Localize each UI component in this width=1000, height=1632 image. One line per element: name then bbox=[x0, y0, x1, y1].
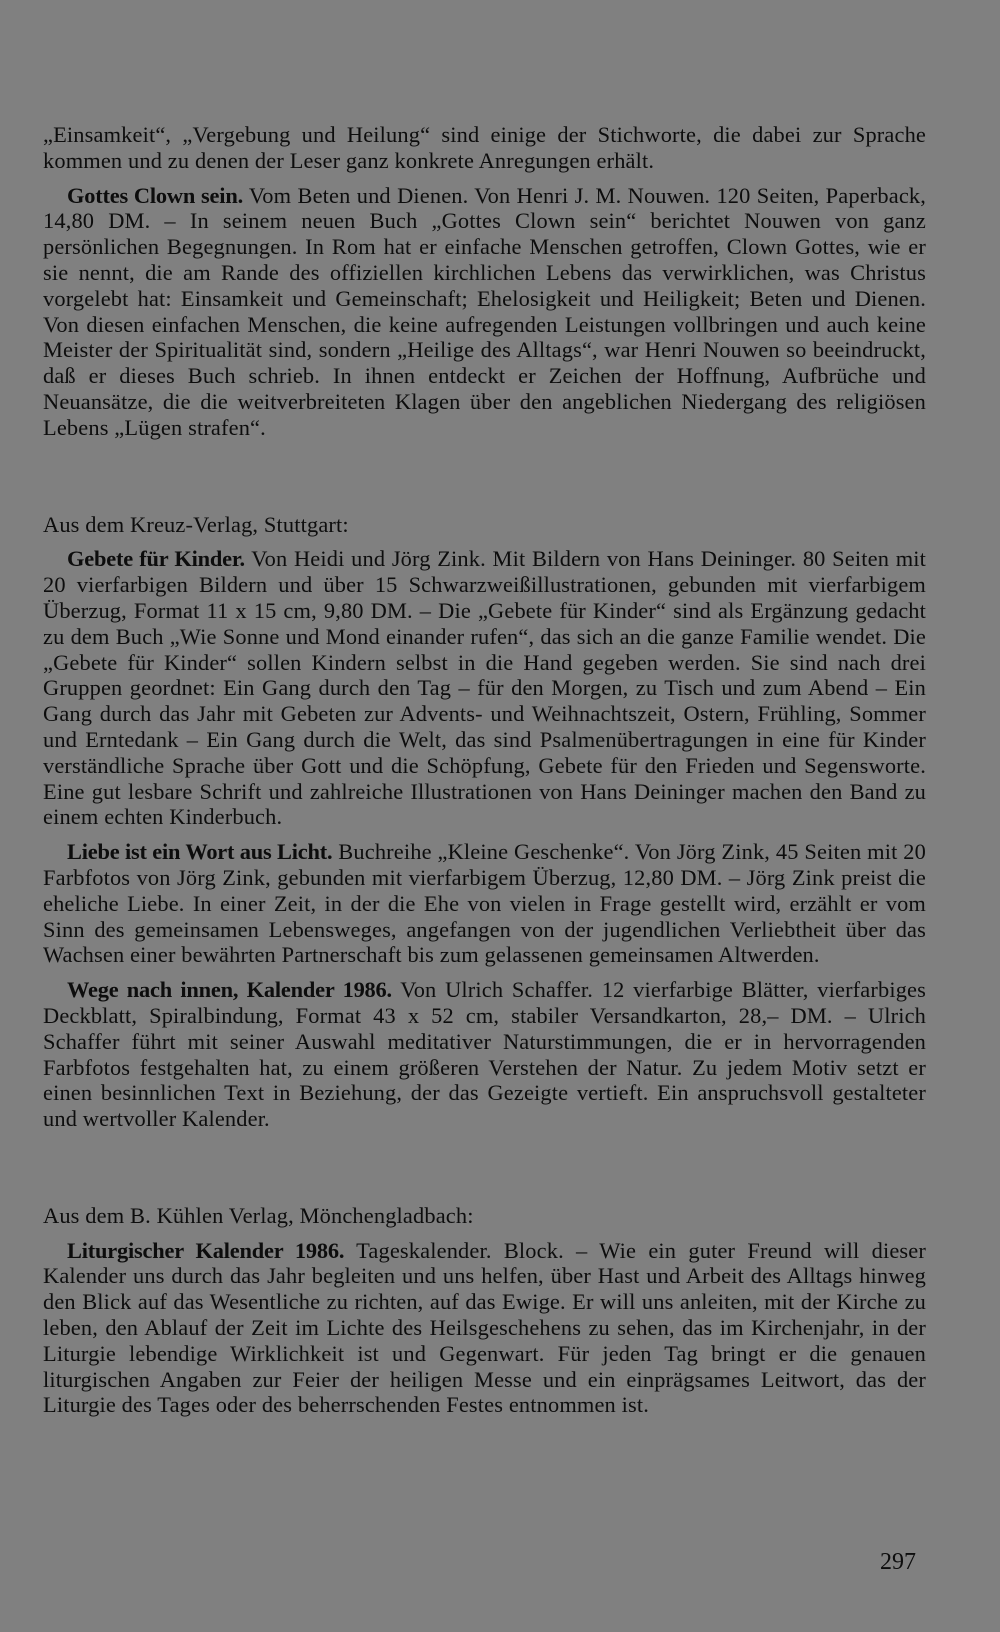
book-title: Gebete für Kinder. bbox=[67, 546, 245, 572]
book-title: Wege nach innen, Kalender 1986. bbox=[67, 977, 392, 1003]
book-description: Von Ulrich Schaffer. 12 vierfarbige Blätter, vierfarbiges Deckblatt, Spiralbindung, Format 43 x 52 cm, stabiler Versandkarton, 28,– DM. – Ulrich Schaffer führt mit seiner Auswahl meditativer Naturstimmungen, die er in hervorragenden Farbfotos festgehalten hat, zu einem größeren Verstehen der Natur. Zu jedem Motiv setzt er einen besinnlichen Text in Beziehung, der das Gezeigte vertieft. Ein anspruchsvoll gestalteter und wertvoller Kalender. bbox=[43, 977, 926, 1132]
publisher-heading-kreuz-verlag: Aus dem Kreuz-Verlag, Stuttgart: bbox=[43, 511, 349, 537]
book-title: Liturgischer Kalender 1986. bbox=[67, 1237, 345, 1263]
book-title: Gottes Clown sein. bbox=[67, 182, 243, 208]
publisher-heading-kuehlen-verlag: Aus dem B. Kühlen Verlag, Mönchengladbach: bbox=[43, 1202, 474, 1228]
book-entry-gebete-fuer-kinder bbox=[43, 546, 926, 830]
book-description: Buchreihe „Kleine Geschenke“. Von Jörg Zink, 45 Seiten mit 20 Farbfotos von Jörg Zink, gebunden mit vierfarbigem Überzug, 12,80 DM. – Jörg Zink preist die eheliche Liebe. In einer Zeit, in der die Ehe von vielen in Frage gestellt wird, erzählt er vom Sinn des gemeinsamen Lebensweges, angefangen von der jugendlichen Verliebtheit über das Wachsen einer bewährten Partnerschaft bis zum gelassenen gemeinsamen Altwerden. bbox=[43, 839, 926, 968]
book-entry-wege-nach-innen bbox=[43, 977, 926, 1132]
page-number: 297 bbox=[880, 1549, 916, 1575]
book-entry-gottes-clown bbox=[43, 183, 926, 441]
book-description: Tageskalender. Block. – Wie ein guter Freund will dieser Kalender uns durch das Jahr begleiten und uns helfen, über Hast und Arbeit des Alltags hinweg den Blick auf das Wesentliche zu richten, auf das Ewige. Er will uns anleiten, mit der Kirche zu leben, den Ablauf der Zeit im Lichte des Heilsgeschehens zu sehen, das im Kirchenjahr, in der Liturgie lebendige Wirklichkeit ist und Gegenwart. Für jeden Tag bringt er die genauen liturgischen Angaben zur Feier der heiligen Messe und ein einprägsames Leitwort, das der Liturgie des Tages oder des beherrschenden Festes entnommen ist. bbox=[43, 1237, 926, 1418]
intro-paragraph: „Einsamkeit“, „Vergebung und Heilung“ sind einige der Stichworte, die dabei zur Sprache kommen und zu denen der Leser ganz konkrete Anregungen erhält. bbox=[43, 122, 926, 173]
page-content bbox=[43, 122, 926, 1418]
book-entry-liebe-ist-ein-wort bbox=[43, 839, 926, 968]
book-entry-liturgischer-kalender bbox=[43, 1238, 926, 1419]
book-title: Liebe ist ein Wort aus Licht. bbox=[67, 839, 333, 865]
book-description: Vom Beten und Dienen. Von Henri J. M. Nouwen. 120 Seiten, Paperback, 14,80 DM. – In seinem neuen Buch „Gottes Clown sein“ berichtet Nouwen von ganz persönlichen Begegnungen. In Rom hat er einfache Menschen getroffen, Clown Gottes, wie er sie nennt, die am Rande des offiziellen kirchlichen Lebens das verwirklichen, was Christus vorgelebt hat: Einsamkeit und Gemeinschaft; Ehelosigkeit und Heiligkeit; Beten und Dienen. Von diesen einfachen Menschen, die keine aufregenden Leistungen vollbringen und auch keine Meister der Spiritualität sind, sondern „Heilige des Alltags“, war Henri Nouwen so beeindruckt, daß er dieses Buch schrieb. In ihnen entdeckt er Zeichen der Hoffnung, Aufbrüche und Neuansätze, die die weitverbreiteten Klagen über den angeblichen Niedergang des religiösen Lebens „Lügen strafen“. bbox=[43, 182, 926, 440]
book-description: Von Heidi und Jörg Zink. Mit Bildern von Hans Deininger. 80 Seiten mit 20 vierfarbigen Bildern und über 15 Schwarzweißillustrationen, gebunden mit vierfarbigem Überzug, Format 11 x 15 cm, 9,80 DM. – Die „Gebete für Kinder“ sind als Ergänzung gedacht zu dem Buch „Wie Sonne und Mond einander rufen“, das sich an die ganze Familie wendet. Die „Gebete für Kinder“ sollen Kindern selbst in die Hand gegeben werden. Sie sind nach drei Gruppen geordnet: Ein Gang durch den Tag – für den Morgen, zu Tisch und zum Abend – Ein Gang durch das Jahr mit Gebeten zur Advents- und Weihnachtszeit, Ostern, Frühling, Sommer und Erntedank – Ein Gang durch die Welt, das sind Psalmenübertragungen in eine für Kinder verständliche Sprache über Gott und die Schöpfung, Gebete für den Frieden und Segensworte. Eine gut lesbare Schrift und zahlreiche Illustrationen von Hans Deininger machen den Band zu einem echten Kinderbuch. bbox=[43, 546, 927, 830]
